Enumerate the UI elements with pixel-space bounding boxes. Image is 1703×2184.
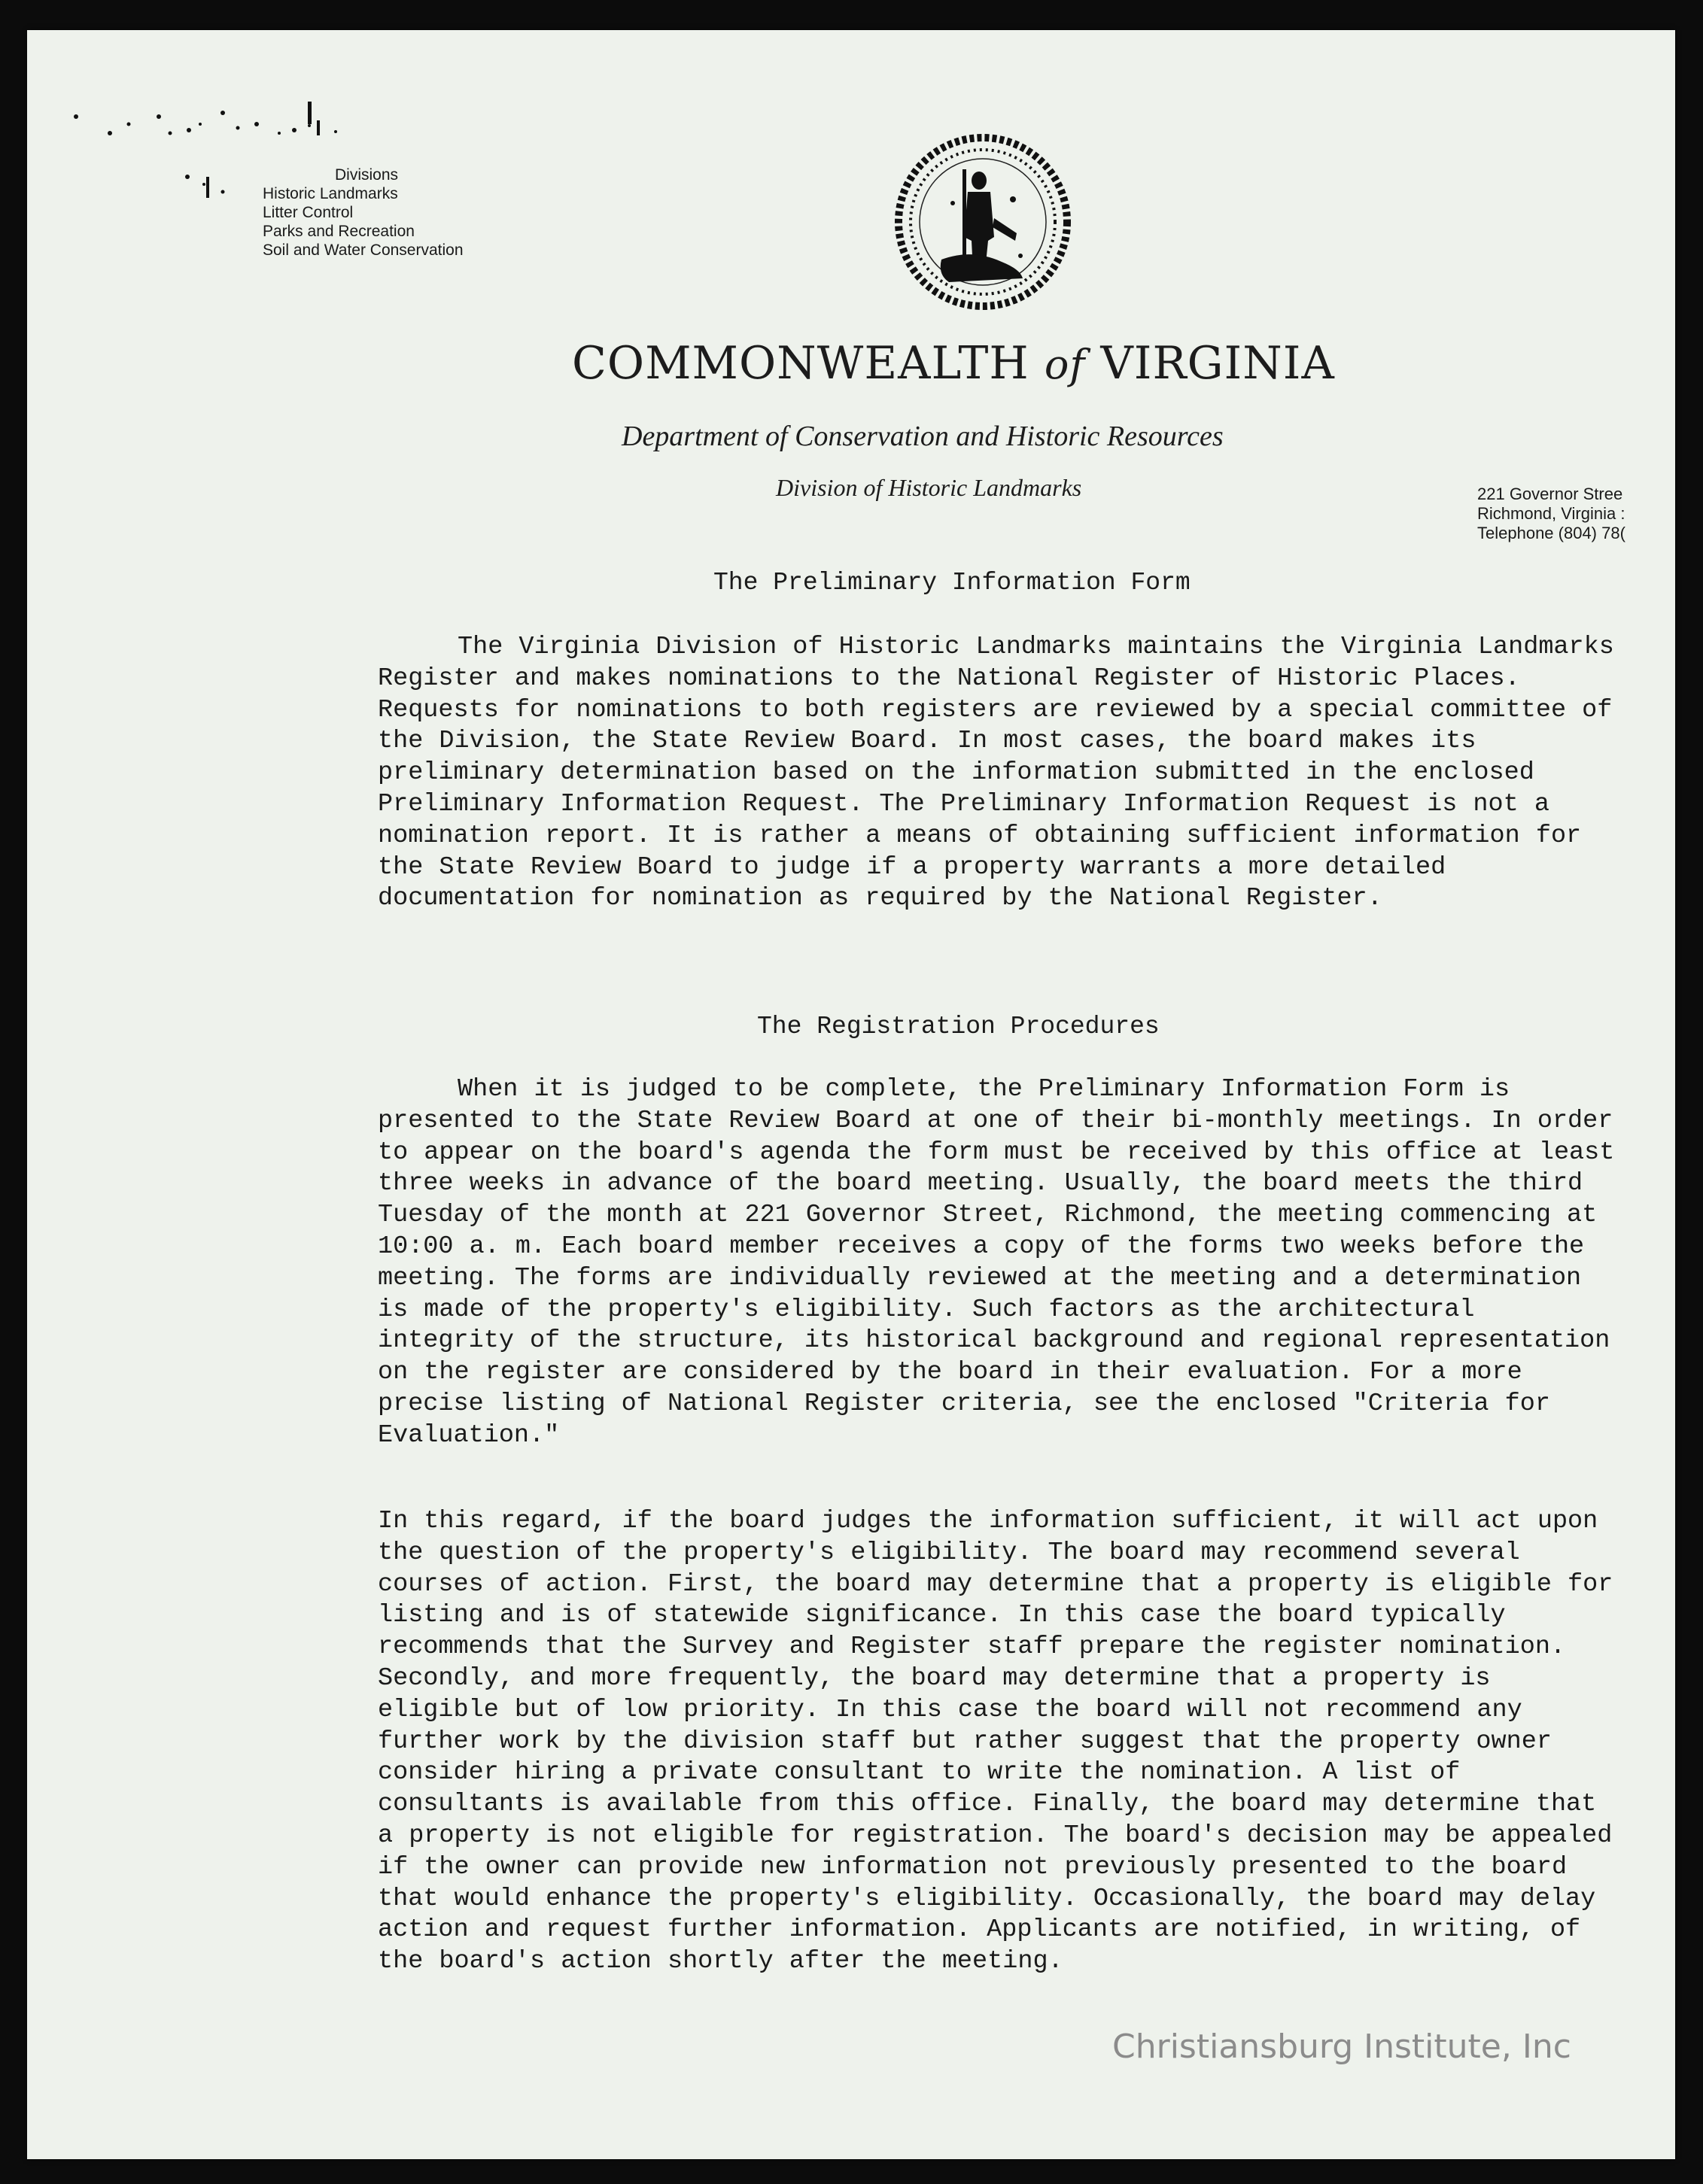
division-item: Historic Landmarks bbox=[263, 185, 398, 202]
address-city: Richmond, Virginia : bbox=[1477, 504, 1625, 523]
paragraph-registration-1: When it is judged to be complete, the Preliminary Information Form is presented to the State Review Board at one of their bi-monthly meetings. In order to appear on the board's agenda the form must be received by this office at least three weeks in advance of the board meeting. Usually, the board meets the third Tuesday of the month at 221 Governor Street, Richmond, the meeting commencing at 10:00 a. m. Each board member receives a copy of the forms two weeks before the meeting. The forms are individually reviewed at the meeting and a determination is made of the property's eligibility. Such factors as the architectural integrity of the structure, its historical background and regional representation on the register are considered by the board in their evaluation. For a more precise listing of National Register criteria, see the enclosed "Criteria for Evaluation." bbox=[378, 1075, 1615, 1450]
address-block bbox=[1477, 484, 1638, 543]
virginia-seal-icon bbox=[889, 128, 1077, 316]
letterhead-title bbox=[572, 337, 1452, 390]
divisions-heading: Divisions bbox=[335, 166, 399, 184]
watermark: Christiansburg Institute, Inc bbox=[1112, 2028, 1571, 2066]
section-title-registration: The Registration Procedures bbox=[757, 1013, 1160, 1040]
divisions-list bbox=[263, 166, 464, 260]
title-of: of bbox=[1044, 341, 1086, 388]
address-street: 221 Governor Stree bbox=[1477, 484, 1623, 503]
department-name: Department of Conservation and Historic Resources bbox=[622, 421, 1224, 452]
address-phone: Telephone (804) 78( bbox=[1477, 524, 1625, 542]
title-virginia: VIRGINIA bbox=[1100, 337, 1335, 390]
section-title-preliminary: The Preliminary Information Form bbox=[713, 569, 1191, 597]
paragraph-registration-2: In this regard, if the board judges the information sufficient, it will act upon the question of the property's eligibility. The board may recommend several courses of action. First, the board may determine that a property is eligible for listing and is of statewide significance. In this case the board typically recommends that the Survey and Register staff prepare the register nomination. Secondly, and more frequently, the board may determine that a property is eligible but of low priority. In this case the board will not recommend any further work by the division staff but rather suggest that the property owner consider hiring a private consultant to write the nomination. A list of consultants is available from this office. Finally, the board may determine that a property is not eligible for registration. The board's decision may be appealed if the owner can provide new information not previously presented to the board that would enhance the property's eligibility. Occasionally, the board may delay action and request further information. Applicants are notified, in writing, of the board's action shortly after the meeting. bbox=[378, 1507, 1613, 1976]
title-commonwealth: COMMONWEALTH bbox=[572, 337, 1029, 390]
paragraph-preliminary: The Virginia Division of Historic Landmarks maintains the Virginia Landmarks Register and makes nominations to the National Register of Historic Places. Requests for nominations to both registers are reviewed by a special committee of the Division, the State Review Board. In most cases, the board makes its preliminary determination based on the information submitted in the enclosed Preliminary Information Request. The Preliminary Information Request is not a nomination report. It is rather a means of obtaining sufficient information for the State Review Board to judge if a property warrants a more detailed documentation for nomination as required by the National Register. bbox=[378, 633, 1614, 913]
division-item: Litter Control bbox=[263, 204, 354, 221]
division-name: Division of Historic Landmarks bbox=[776, 474, 1082, 501]
document-page bbox=[27, 30, 1675, 2159]
division-item: Soil and Water Conservation bbox=[263, 241, 464, 259]
division-item: Parks and Recreation bbox=[263, 223, 415, 240]
